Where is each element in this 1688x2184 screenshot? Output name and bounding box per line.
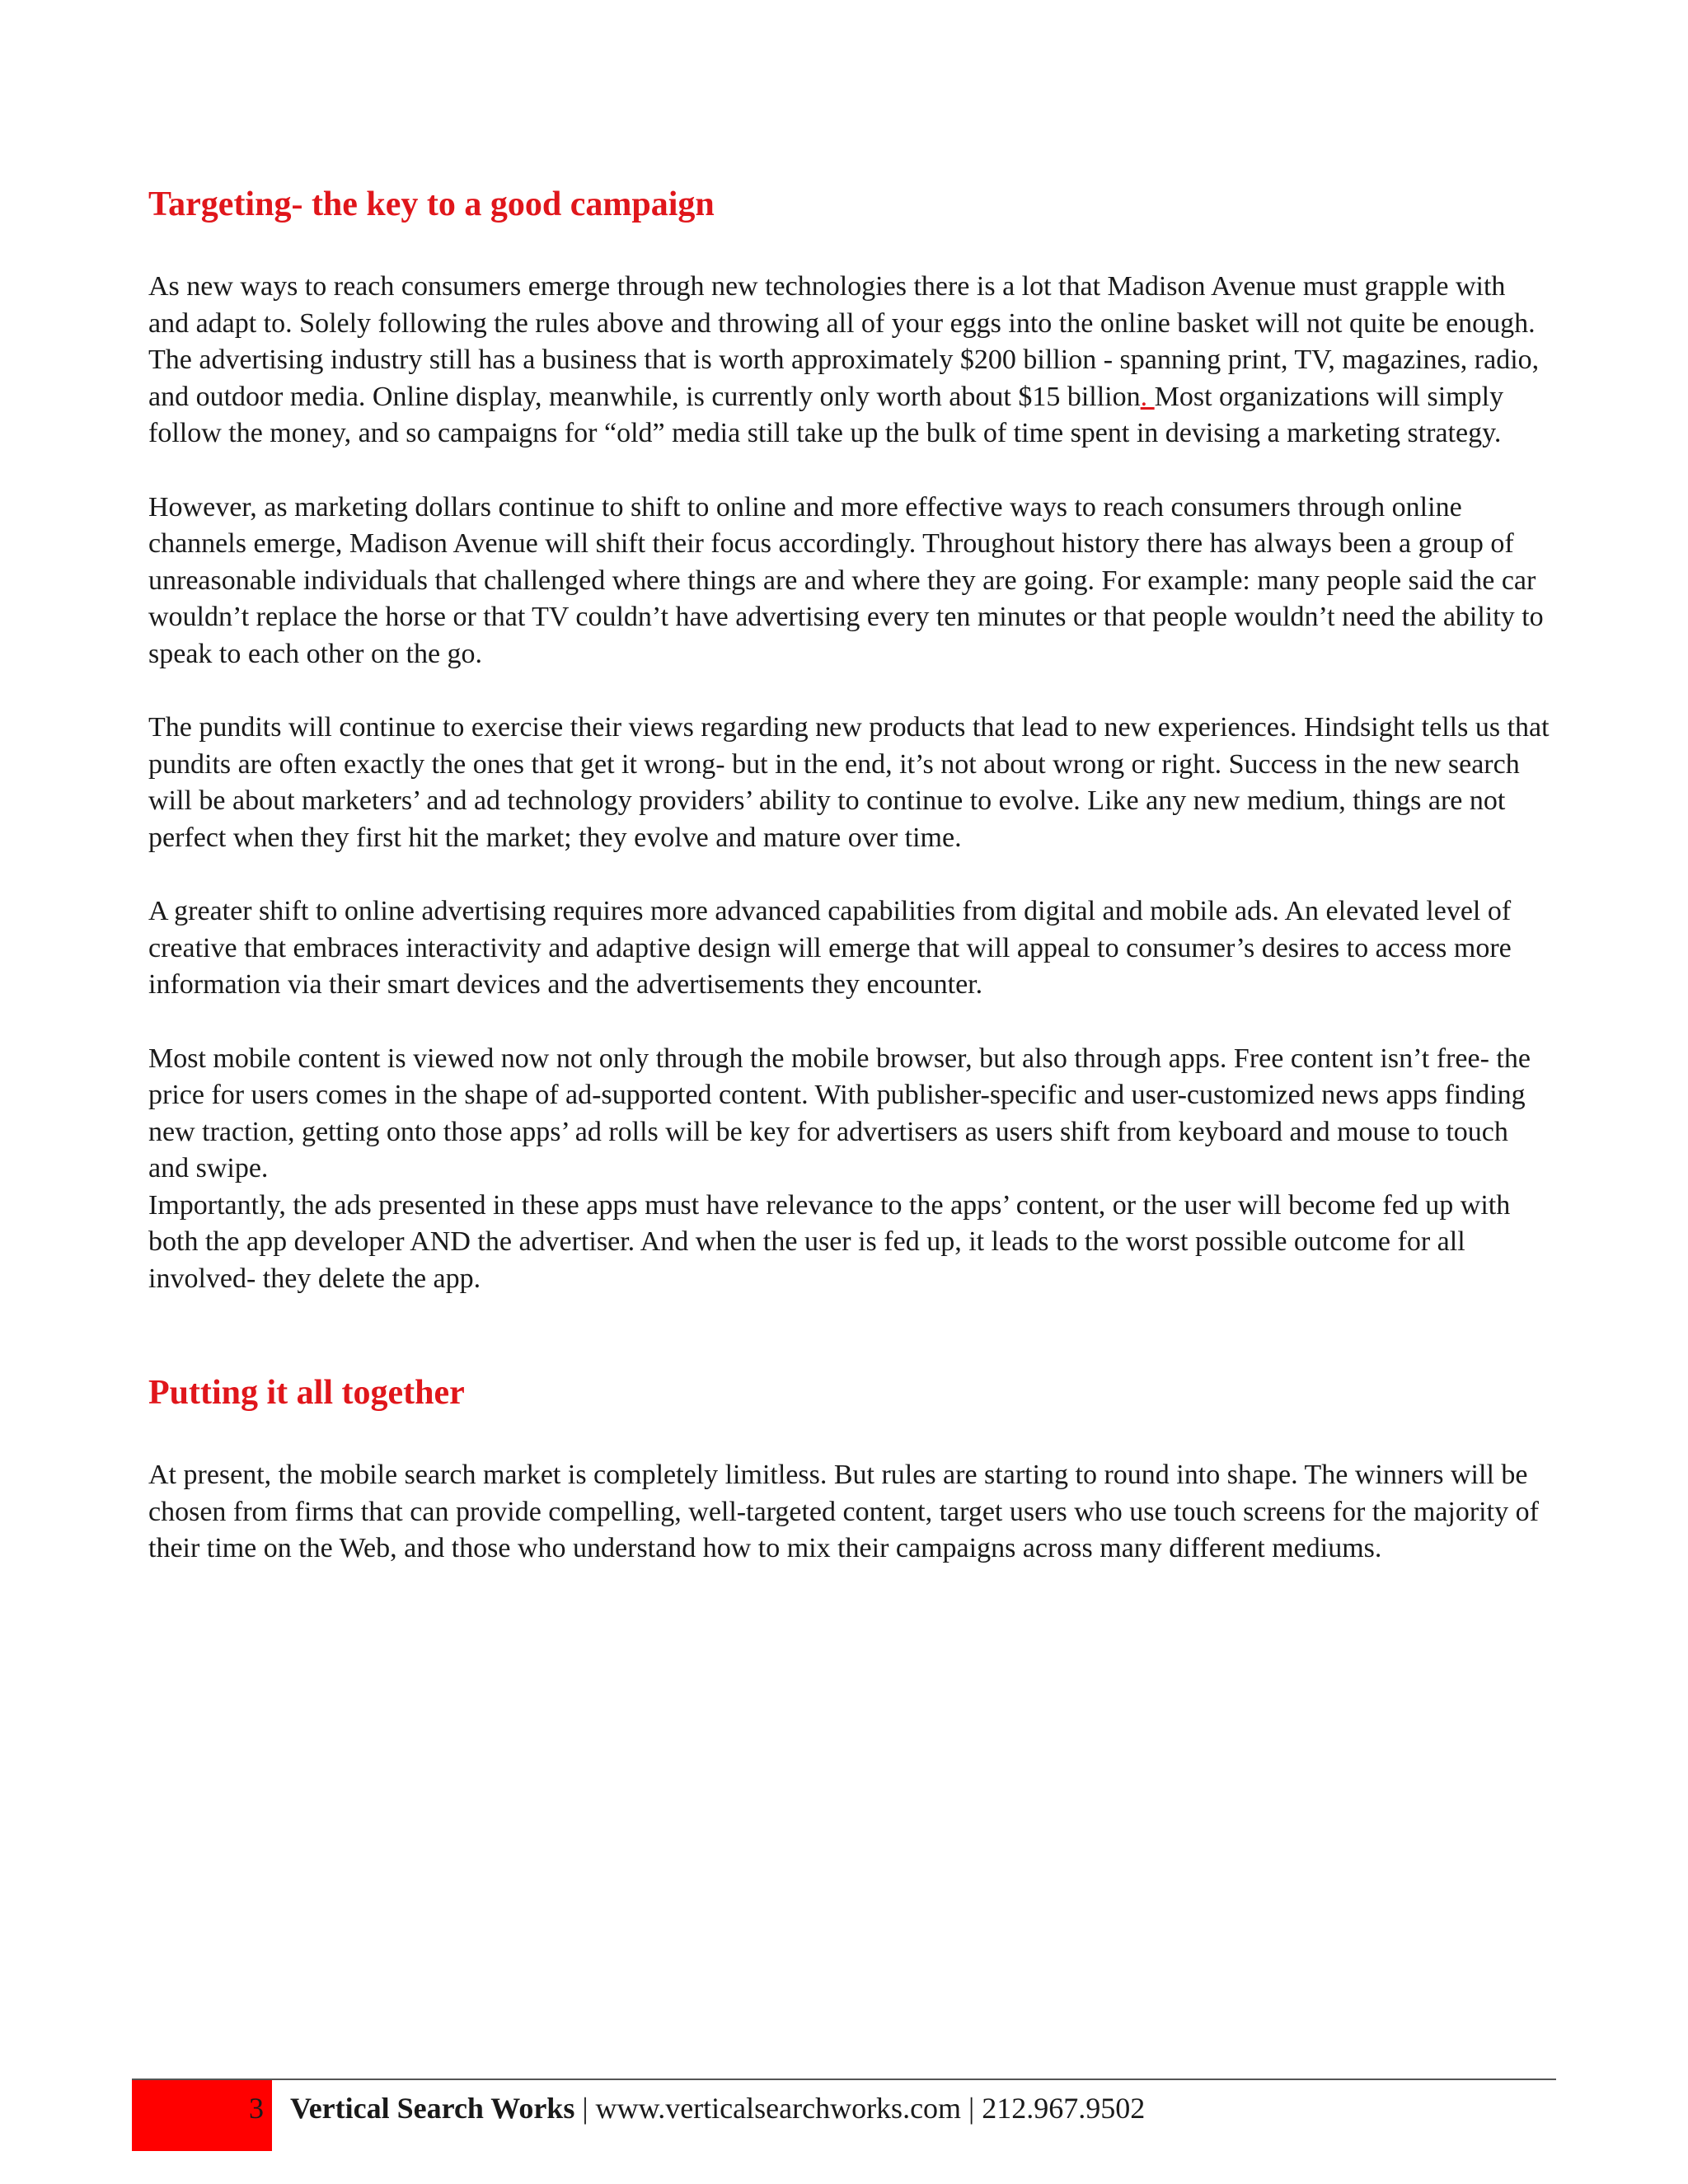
section-heading-targeting: Targeting- the key to a good campaign [148,185,715,223]
paragraph-greater-shift: A greater shift to online advertising requires more advanced capabilities from digital and mobile ads. An elevated level of creative that embraces interactivity and adaptive design will emerge that will appeal to consumer’s desires to access more information via their smart devices and the advertisements they encounter. [148,896,1512,1000]
paragraph-mobile-content: Most mobile content is viewed now not only through the mobile browser, but also through apps. Free content isn’t free- the price for users comes in the shape of ad-supported content. With publisher-specific and user-customized news apps finding new traction, getting onto those apps’ ad rolls will be key for advertisers as users shift from keyboard and mouse to touch and swipe. [148,1043,1531,1183]
document-body [148,183,1550,1568]
paragraph-present-market: At present, the mobile search market is completely limitless. But rules are starting to round into shape. The winners will be chosen from firms that can provide compelling, well-targeted content, target users who use touch screens for the majority of their time on the Web, and those who understand how to mix their campaigns across many different mediums. [148,1460,1539,1563]
footer-phone: 212.967.9502 [982,2092,1146,2125]
tracked-change-mark: . [1140,381,1155,412]
section-heading-putting-together: Putting it all together [148,1374,465,1412]
footer-separator: | [574,2092,596,2125]
footer-company-name: Vertical Search Works [290,2092,575,2125]
paragraph-text: Most organizations will simply follow the money, and so campaigns for “old” media still take up the bulk of time spent in devising a marketing strategy. [148,381,1504,448]
paragraph-madison-avenue [148,269,1550,452]
footer-divider [132,2079,1556,2080]
footer-info [290,2090,1145,2126]
paragraph-pundits: The pundits will continue to exercise their views regarding new products that lead to new experiences. Hindsight tells us that pundits are often exactly the ones that get it wrong- but in the end, it’s not about wrong or right. Success in the new search will be about marketers’ and ad technology providers’ ability to continue to evolve. Like any new medium, things are not perfect when they first hit the market; they evolve and mature over time. [148,712,1550,853]
paragraph-marketing-shift: However, as marketing dollars continue to shift to online and more effective ways to reach consumers through online channels emerge, Madison Avenue will shift their focus accordingly. Throughout history there has always been a group of unreasonable individuals that challenged where things are and where they are going. For example: many people said the car wouldn’t replace the horse or that TV couldn’t have advertising every ten minutes or that people wouldn’t need the ability to speak to each other on the go. [148,491,1544,669]
paragraph-relevance: Importantly, the ads presented in these apps must have relevance to the apps’ content, or the user will become fed up with both the app developer AND the advertiser. And when the user is fed up, it leads to the worst possible outcome for all involved- they delete the app. [148,1189,1511,1294]
paragraph-text: As new ways to reach consumers emerge through new technologies there is a lot that Madison Avenue must grapple with and adapt to. Solely following the rules above and throwing all of your eggs into the online basket will not quite be enough. The advertising industry still has a business that is worth approximately $200 billion - spanning print, TV, magazines, radio, and outdoor media. Online display, meanwhile, is currently only worth about $15 billion [148,271,1540,412]
page-number: 3 [249,2092,264,2125]
footer-website: www.verticalsearchworks.com [595,2092,962,2125]
footer-separator: | [961,2092,982,2125]
